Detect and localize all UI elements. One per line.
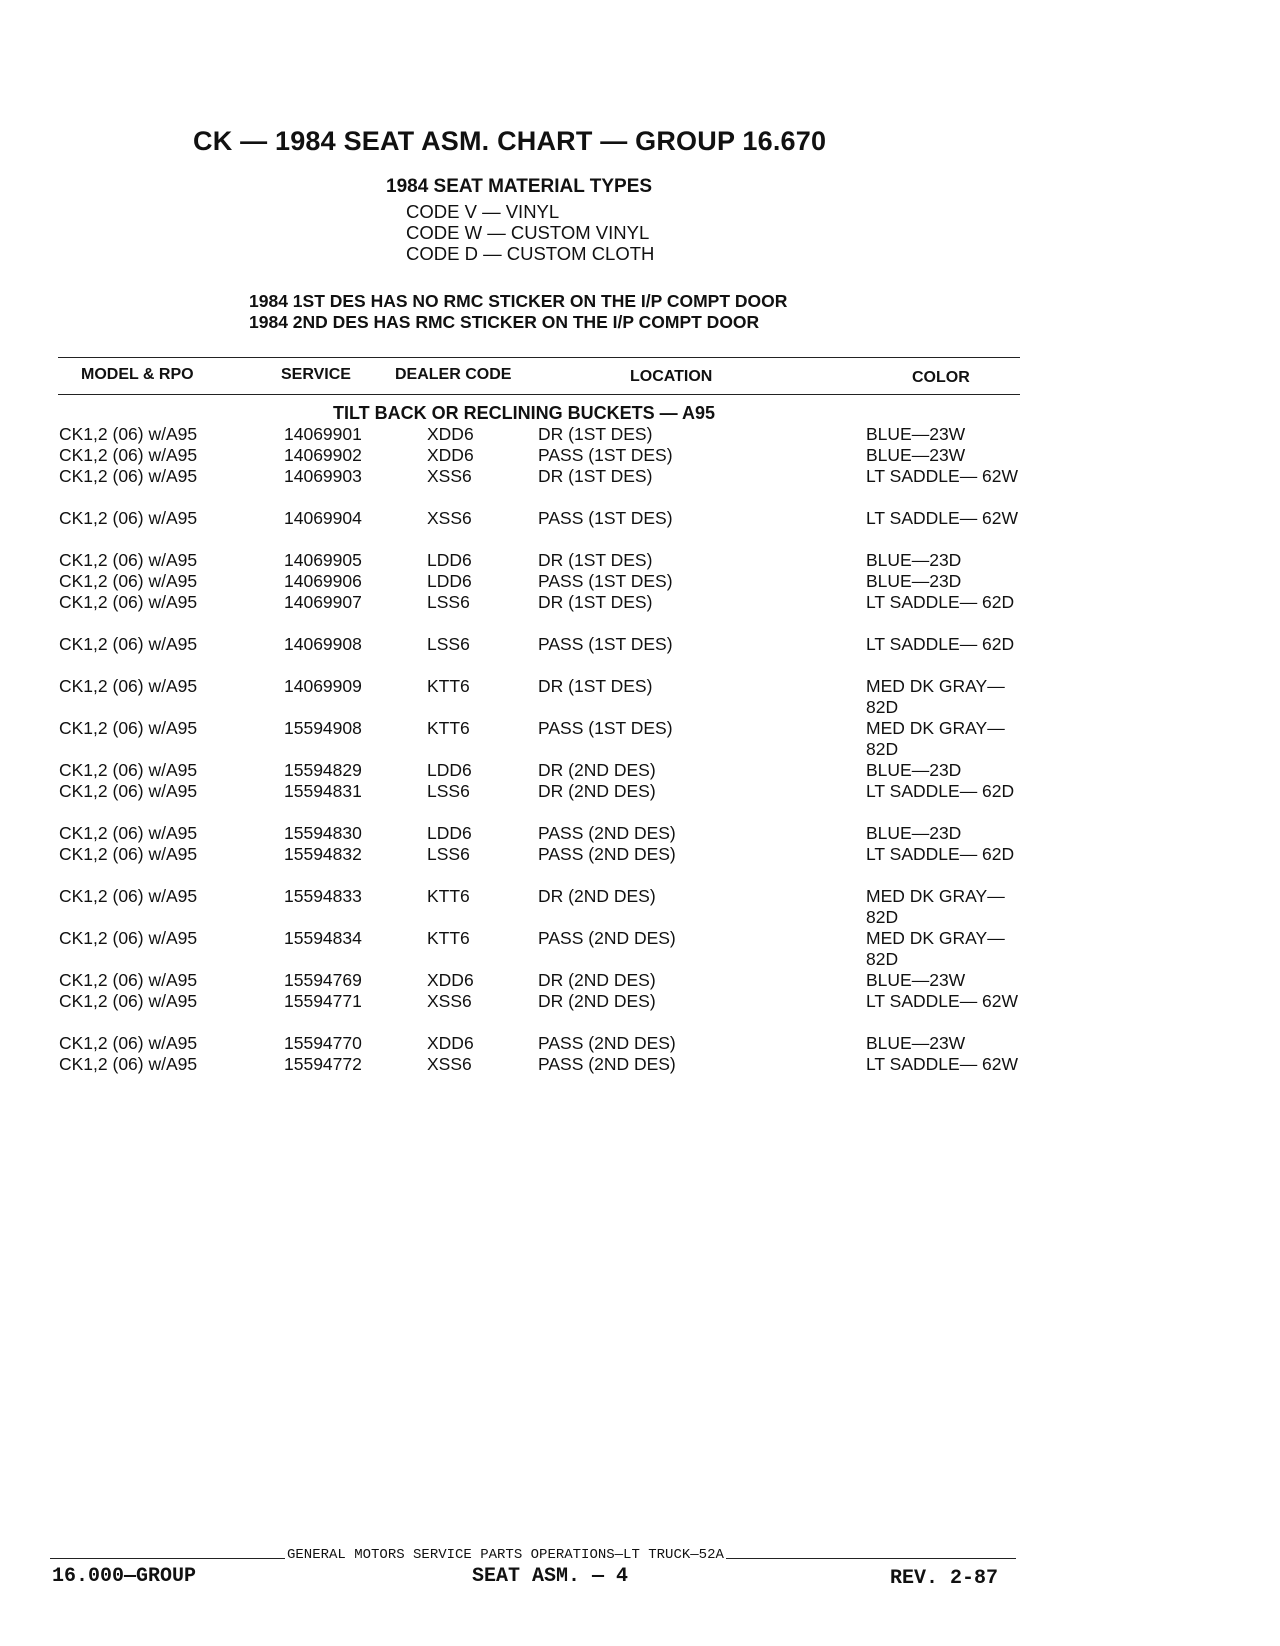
cell-location: PASS (1ST DES) (538, 508, 673, 528)
cell-model: CK1,2 (06) w/A95 (59, 928, 198, 948)
cell-model: CK1,2 (06) w/A95 (59, 781, 198, 801)
cell-color: BLUE—23D (866, 571, 962, 591)
material-type-item: CODE V — VINYL (406, 201, 560, 222)
cell-dealer-code: KTT6 (427, 718, 470, 738)
cell-dealer-code: XDD6 (427, 445, 474, 465)
cell-service: 15594834 (284, 928, 362, 948)
cell-location: PASS (1ST DES) (538, 571, 673, 591)
cell-service: 15594770 (284, 1033, 362, 1053)
cell-color: BLUE—23D (866, 550, 962, 570)
cell-dealer-code: XDD6 (427, 970, 474, 990)
cell-model: CK1,2 (06) w/A95 (59, 676, 198, 696)
cell-color: BLUE—23W (866, 424, 966, 444)
cell-location: DR (1ST DES) (538, 676, 653, 696)
cell-service: 15594830 (284, 823, 362, 843)
cell-dealer-code: LSS6 (427, 844, 470, 864)
cell-dealer-code: LDD6 (427, 760, 472, 780)
cell-dealer-code: XDD6 (427, 424, 474, 444)
cell-dealer-code: XSS6 (427, 466, 472, 486)
cell-service: 15594772 (284, 1054, 362, 1074)
cell-service: 15594769 (284, 970, 362, 990)
cell-dealer-code: LSS6 (427, 781, 470, 801)
footer-revision: REV. 2-87 (890, 1567, 999, 1590)
cell-service: 15594829 (284, 760, 362, 780)
cell-location: PASS (2ND DES) (538, 1033, 676, 1053)
cell-service: 15594771 (284, 991, 362, 1011)
cell-model: CK1,2 (06) w/A95 (59, 718, 198, 738)
cell-service: 14069904 (284, 508, 362, 528)
header-color: COLOR (912, 369, 970, 386)
cell-model: CK1,2 (06) w/A95 (59, 760, 198, 780)
cell-color: BLUE—23W (866, 445, 966, 465)
cell-color: BLUE—23W (866, 1033, 966, 1053)
footer-group: 16.000—GROUP (52, 1565, 197, 1588)
cell-dealer-code: XSS6 (427, 991, 472, 1011)
cell-model: CK1,2 (06) w/A95 (59, 550, 198, 570)
footer-page-title: SEAT ASM. — 4 (472, 1565, 629, 1588)
cell-location: PASS (1ST DES) (538, 445, 673, 465)
cell-dealer-code: LSS6 (427, 592, 470, 612)
material-types-list (406, 201, 654, 264)
cell-dealer-code: KTT6 (427, 676, 470, 696)
cell-model: CK1,2 (06) w/A95 (59, 991, 198, 1011)
cell-dealer-code: XSS6 (427, 1054, 472, 1074)
design-note: 1984 2ND DES HAS RMC STICKER ON THE I/P COMPT DOOR (249, 312, 760, 332)
page-title: CK — 1984 SEAT ASM. CHART — GROUP 16.670 (193, 126, 827, 156)
header-location: LOCATION (630, 368, 713, 385)
cell-service: 14069908 (284, 634, 362, 654)
cell-dealer-code: LSS6 (427, 634, 470, 654)
material-type-item: CODE D — CUSTOM CLOTH (406, 243, 655, 264)
cell-model: CK1,2 (06) w/A95 (59, 592, 198, 612)
cell-service: 14069903 (284, 466, 362, 486)
cell-location: DR (2ND DES) (538, 760, 656, 780)
cell-color: MED DK GRAY— 82D (866, 928, 1005, 969)
cell-service: 14069907 (284, 592, 362, 612)
cell-location: DR (1ST DES) (538, 466, 653, 486)
cell-location: PASS (1ST DES) (538, 634, 673, 654)
cell-dealer-code: KTT6 (427, 886, 470, 906)
cell-location: PASS (2ND DES) (538, 823, 676, 843)
cell-model: CK1,2 (06) w/A95 (59, 445, 198, 465)
cell-color: LT SADDLE— 62D (866, 634, 1015, 654)
header-dealer-code: DEALER CODE (395, 366, 512, 383)
cell-dealer-code: LDD6 (427, 823, 472, 843)
cell-color: LT SADDLE— 62D (866, 844, 1015, 864)
cell-location: DR (2ND DES) (538, 991, 656, 1011)
cell-model: CK1,2 (06) w/A95 (59, 508, 198, 528)
cell-service: 14069901 (284, 424, 362, 444)
cell-model: CK1,2 (06) w/A95 (59, 424, 198, 444)
cell-model: CK1,2 (06) w/A95 (59, 1033, 198, 1053)
cell-service: 14069909 (284, 676, 362, 696)
cell-service: 14069906 (284, 571, 362, 591)
cell-color: LT SADDLE— 62W (866, 508, 1019, 528)
cell-location: PASS (2ND DES) (538, 844, 676, 864)
cell-dealer-code: LDD6 (427, 550, 472, 570)
cell-location: DR (2ND DES) (538, 781, 656, 801)
cell-model: CK1,2 (06) w/A95 (59, 466, 198, 486)
cell-color: LT SADDLE— 62D (866, 781, 1015, 801)
design-notes (249, 291, 787, 333)
table-header-rule (58, 394, 1020, 395)
material-types-heading: 1984 SEAT MATERIAL TYPES (386, 176, 653, 197)
cell-location: DR (1ST DES) (538, 550, 653, 570)
cell-color: BLUE—23D (866, 823, 962, 843)
cell-model: CK1,2 (06) w/A95 (59, 634, 198, 654)
cell-service: 15594832 (284, 844, 362, 864)
cell-location: PASS (1ST DES) (538, 718, 673, 738)
cell-dealer-code: XDD6 (427, 1033, 474, 1053)
cell-dealer-code: KTT6 (427, 928, 470, 948)
cell-color: BLUE—23D (866, 760, 962, 780)
cell-color: MED DK GRAY— 82D (866, 676, 1005, 717)
cell-service: 15594908 (284, 718, 362, 738)
cell-service: 15594833 (284, 886, 362, 906)
cell-color: LT SADDLE— 62W (866, 1054, 1019, 1074)
cell-location: PASS (2ND DES) (538, 1054, 676, 1074)
material-type-item: CODE W — CUSTOM VINYL (406, 222, 650, 243)
cell-color: LT SADDLE— 62W (866, 466, 1019, 486)
header-service: SERVICE (281, 366, 351, 383)
cell-location: PASS (2ND DES) (538, 928, 676, 948)
cell-service: 14069905 (284, 550, 362, 570)
cell-location: DR (1ST DES) (538, 424, 653, 444)
cell-location: DR (2ND DES) (538, 970, 656, 990)
footer-caption: GENERAL MOTORS SERVICE PARTS OPERATIONS—LT TRUCK—52A (287, 1547, 724, 1563)
cell-color: LT SADDLE— 62W (866, 991, 1019, 1011)
design-note: 1984 1ST DES HAS NO RMC STICKER ON THE I/P COMPT DOOR (249, 291, 788, 311)
cell-color: BLUE—23W (866, 970, 966, 990)
cell-model: CK1,2 (06) w/A95 (59, 823, 198, 843)
cell-dealer-code: LDD6 (427, 571, 472, 591)
cell-model: CK1,2 (06) w/A95 (59, 844, 198, 864)
cell-model: CK1,2 (06) w/A95 (59, 970, 198, 990)
cell-color: LT SADDLE— 62D (866, 592, 1015, 612)
cell-service: 15594831 (284, 781, 362, 801)
cell-service: 14069902 (284, 445, 362, 465)
cell-model: CK1,2 (06) w/A95 (59, 1054, 198, 1074)
cell-model: CK1,2 (06) w/A95 (59, 571, 198, 591)
cell-location: DR (1ST DES) (538, 592, 653, 612)
cell-dealer-code: XSS6 (427, 508, 472, 528)
cell-location: DR (2ND DES) (538, 886, 656, 906)
cell-color: MED DK GRAY— 82D (866, 718, 1005, 759)
header-model: MODEL & RPO (81, 366, 194, 383)
table-top-rule (58, 357, 1020, 358)
cell-model: CK1,2 (06) w/A95 (59, 886, 198, 906)
section-title: TILT BACK OR RECLINING BUCKETS — A95 (333, 403, 716, 423)
cell-color: MED DK GRAY— 82D (866, 886, 1005, 927)
